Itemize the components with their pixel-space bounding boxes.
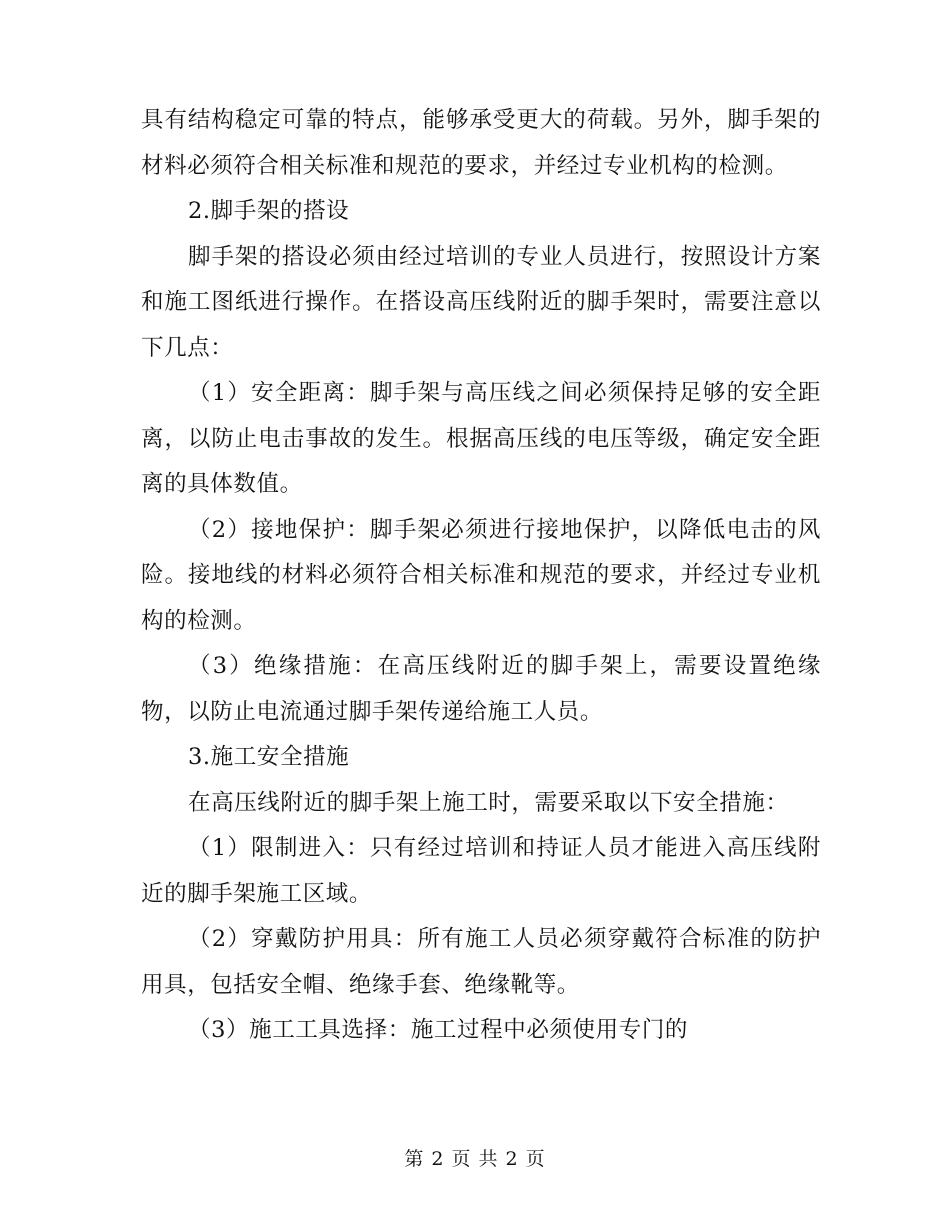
section-heading-2: 2.脚手架的搭设 <box>188 198 350 224</box>
paragraph-1: 具有结构稳定可靠的特点，能够承受更大的荷载。另外，脚手架的材料必须符合相关标准和规范的要求，并经过专业机构的检测。 <box>141 107 821 179</box>
list-item-protective-gear: （2）穿戴防护用具：所有施工人员必须穿戴符合标准的防护用具，包括安全帽、绝缘手套、绝缘靴等。 <box>141 926 821 998</box>
paragraph-3: 脚手架的搭设必须由经过培训的专业人员进行，按照设计方案和施工图纸进行操作。在搭设高压线附近的脚手架时，需要注意以下几点： <box>141 243 821 361</box>
body-text <box>141 98 821 1054</box>
section-heading-3: 3.施工安全措施 <box>188 744 350 770</box>
list-item-insulation: （3）绝缘措施：在高压线附近的脚手架上，需要设置绝缘物，以防止电流通过脚手架传递给施工人员。 <box>141 653 821 725</box>
paragraph-8: 在高压线附近的脚手架上施工时，需要采取以下安全措施： <box>188 789 789 816</box>
list-item-grounding: （2）接地保护：脚手架必须进行接地保护，以降低电击的风险。接地线的材料必须符合相关标准和规范的要求，并经过专业机构的检测。 <box>141 516 821 634</box>
list-item-restrict-access: （1）限制进入：只有经过培训和持证人员才能进入高压线附近的脚手架施工区域。 <box>141 835 821 907</box>
list-item-tool-selection: （3）施工工具选择：施工过程中必须使用专门的 <box>188 1017 689 1043</box>
list-item-safety-distance: （1）安全距离：脚手架与高压线之间必须保持足够的安全距离，以防止电击事故的发生。根据高压线的电压等级，确定安全距离的具体数值。 <box>141 380 821 497</box>
page-number-footer: 第 2 页 共 2 页 <box>404 1148 546 1170</box>
